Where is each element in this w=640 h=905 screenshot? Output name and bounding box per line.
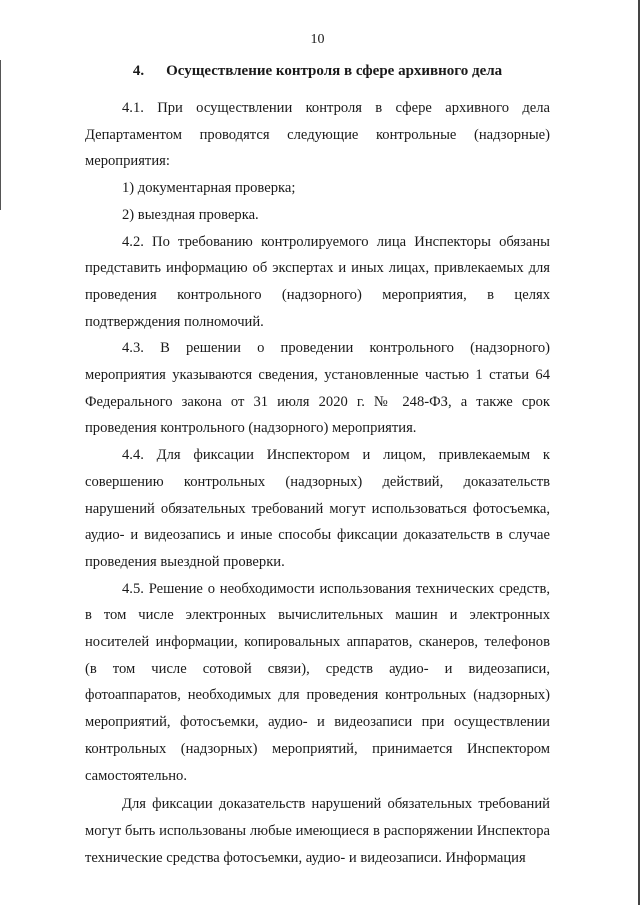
document-body — [85, 95, 550, 871]
section-title: Осуществление контроля в сфере архивного дела — [166, 63, 503, 79]
section-heading — [85, 63, 550, 80]
paragraph-evidence-fixation: Для фиксации доказательств нарушений обязательных требований могут быть использованы любые имеющиеся в распоряжении Инспектора технические средства фотосъемки, аудио- и видеозаписи. Информация — [85, 796, 550, 866]
paragraph-4-4: 4.4. Для фиксации Инспектором и лицом, привлекаемым к совершению контрольных (надзорных) действий, доказательств нарушений обязательных требований могут использоваться фотосъемка, аудио- и видеозапись и иные способы фиксации доказательств в случае проведения выездной проверки. — [85, 447, 550, 570]
page-number: 10 — [310, 32, 325, 47]
scan-edge-left — [0, 60, 1, 210]
list-item-documentary-check: 1) документарная проверка; — [122, 180, 296, 197]
section-number: 4. — [132, 63, 145, 79]
paragraph-4-3: 4.3. В решении о проведении контрольного (надзорного) мероприятия указываются сведения, установленные частью 1 статьи 64 Федерального закона от 31 июля 2020 г. № 248-ФЗ, а также срок проведения контрольного (надзорного) мероприятия. — [85, 340, 550, 437]
paragraph-4-5: 4.5. Решение о необходимости использования технических средств, в том числе электронных вычислительных машин и электронных носителей информации, копировальных аппаратов, сканеров, телефонов (в том числе сотовой связи), средств аудио- и видеозаписи, фотоаппаратов, необходимых для проведения контрольных (надзорных) мероприятий, фотосъемки, аудио- и видеозаписи при осуществлении контрольных (надзорных) мероприятий, принимается Инспектором самостоятельно. — [85, 580, 550, 784]
list-item-field-check: 2) выездная проверка. — [122, 206, 259, 223]
paragraph-4-2: 4.2. По требованию контролируемого лица Инспекторы обязаны представить информацию об экспертах и иных лицах, привлекаемых для проведения контрольного (надзорного) мероприятия, в целях подтверждения полномочий. — [85, 233, 550, 330]
paragraph-4-1: 4.1. При осуществлении контроля в сфере архивного дела Департаментом проводятся следующие контрольные (надзорные) мероприятия: — [85, 100, 550, 170]
